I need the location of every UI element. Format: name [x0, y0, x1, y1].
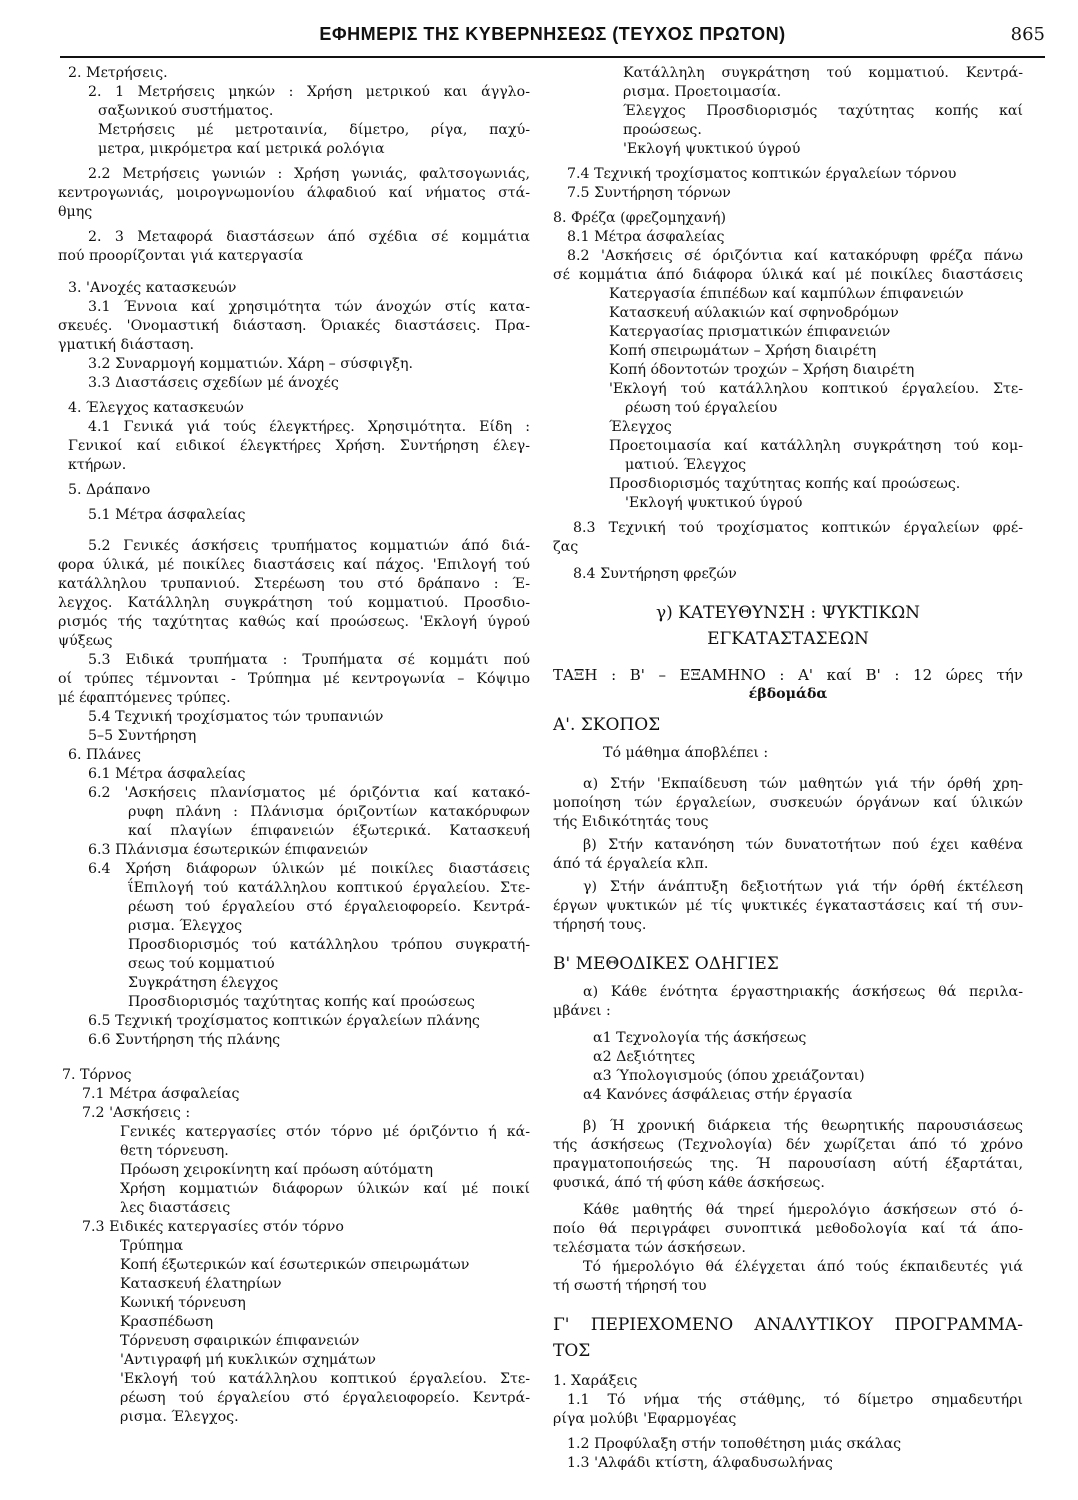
text-line: κτήρων. [68, 457, 127, 473]
text-line: τήρησή τους. [553, 917, 647, 933]
text-line: 5–5 Συντήρηση [88, 728, 197, 744]
text-line: Κοπή έξωτερικών καί έσωτερικών σπειρωμάτων [120, 1257, 470, 1273]
text-line: ψύξεως [58, 633, 113, 649]
text-line: 'Εκλογή τού κατάλληλου κοπτικού έργαλείου. Στε- [120, 1371, 530, 1387]
text-line: Κατάλληλη συγκράτηση τού κομματιού. Κεντρά- [623, 65, 1023, 81]
text-line: β) Ή χρονική διάρκεια τής θεωρητικής παρουσιάσεως [583, 1118, 1023, 1134]
text-line: 6.3 Πλάνισμα έσωτερικών έπιφανειών [88, 842, 368, 858]
text-line: Τρύπημα [120, 1238, 184, 1254]
text-line: 8. Φρέζα (φρεζομηχανή) [553, 210, 727, 226]
text-line: Έλεγχος [609, 419, 672, 435]
text-line: καί πλαγίων έπιφανειών έξωτερικά. Κατασκευή [128, 823, 530, 839]
page-number: 865 [1010, 24, 1045, 45]
text-line: πού προορίζονται γιά κατεργασία [58, 248, 304, 264]
text-line: ρέωση τού έργαλείου [625, 400, 778, 416]
text-line: α3 Ύπολογισμούς (όπου χρειάζονται) [593, 1068, 865, 1084]
text-line: 6. Πλάνες [68, 747, 141, 763]
text-line: ρισμα. Έλεγχος. [120, 1409, 239, 1425]
text-line: 2. 3 Μεταφορά διαστάσεων άπό σχέδια σέ κομμάτια [88, 229, 530, 245]
text-line: 7. Τόρνος [62, 1067, 132, 1083]
text-line: Προσδιορισμός ταχύτητας κοπής καί προώσεως. [609, 476, 961, 492]
text-line: 5.3 Ειδικά τρυπήματα : Τρυπήματα σέ κομμάτι πού [88, 652, 530, 668]
text-line: 3.3 Διαστάσεις σχεδίων μέ άνοχές [88, 375, 339, 391]
text-line: Κρασπέδωση [120, 1314, 214, 1330]
text-line: άπό τά έργαλεία κλπ. [553, 856, 709, 872]
page-header [60, 18, 1045, 58]
text-line: 5. Δράπανο [68, 482, 151, 498]
text-line: Κωνική τόρνευση [120, 1295, 246, 1311]
text-line: ματιού. Έλεγχος [625, 457, 747, 473]
text-line: 2. Μετρήσεις. [68, 65, 168, 81]
text-line: Κατεργασία έπιπέδων καί καμπύλων έπιφανειών [609, 286, 964, 302]
text-line: 3. 'Ανοχές κατασκευών [68, 280, 237, 296]
text-line: 'Αντιγραφή μή κυκλικών σχημάτων [120, 1352, 376, 1368]
text-line: 3.2 Συναρμογή κομματιών. Χάρη – σύσφιγξη. [88, 356, 414, 372]
text-line: 3.1 Έννοια καί χρησιμότητα τών άνοχών στίς κατα- [88, 299, 530, 315]
text-line: θμης [58, 204, 93, 220]
text-line: α) Κάθε ένότητα έργαστηριακής άσκήσεως θά περιλα- [583, 984, 1023, 1000]
text-line: γματική διάσταση. [58, 337, 195, 353]
text-line: θετη τόρνευση. [120, 1143, 229, 1159]
class-semester-line: ΤΑΞΗ : Β' – ΕΞΑΜΗΝΟ : Α' καί Β' : 12 ώρες τήν [553, 666, 1023, 684]
text-line: Κοπή όδοντοτών τροχών – Χρήση διαιρέτη [609, 362, 915, 378]
section-heading: ΕΓΚΑΤΑΣΤΑΣΕΩΝ [707, 629, 869, 649]
text-line: γ) Στήν άνάπτυξη δεξιοτήτων γιά τήν όρθή έκτέλεση [583, 879, 1023, 895]
text-line: οί τρύπες τέμνονται - Τρύπημα μέ κεντρογωνία – Κόψιμο [58, 671, 530, 687]
text-line: Κατεργασίας πρισματικών έπιφανειών [609, 324, 891, 340]
text-line: τής άσκήσεως (Τεχνολογία) δέν χωρίζεται άπό τό χρόνο [553, 1137, 1023, 1153]
text-line: 8.2 'Ασκήσεις σέ όριζόντια καί κατακόρυφη φρέζα πάνω [567, 248, 1023, 264]
text-line: ρίγα μολύβι 'Εφαρμογέας [553, 1411, 737, 1427]
text-line: Γενικοί καί ειδικοί έλεγκτήρες Χρήση. Συντήρηση έλεγ- [68, 438, 530, 454]
text-line: μβάνει : [553, 1003, 611, 1019]
text-line: 7.3 Ειδικές κατεργασίες στόν τόρνο [82, 1219, 344, 1235]
text-line: ΐΕπιλογή τού κατάλληλου κοπτικού έργαλείου. Στε- [128, 880, 530, 896]
text-line: Γενικές κατεργασίες στόν τόρνο μέ όριζόντιο ή κά- [120, 1124, 530, 1140]
text-line: 6.6 Συντήρηση τής πλάνης [88, 1032, 281, 1048]
text-line: μέ έφαπτόμενες τρύπες. [58, 690, 231, 706]
text-line: Συγκράτηση έλεγχος [128, 975, 279, 991]
left-column [58, 64, 530, 1427]
text-line: πραγματοποιήσεώς της. Ή παρουσίαση αύτή έξαρτάται, [553, 1156, 1023, 1172]
text-line: 7.1 Μέτρα άσφαλείας [82, 1086, 240, 1102]
section-heading: γ) ΚΑΤΕΥΘΥΝΣΗ : ΨΥΚΤΙΚΩΝ [655, 603, 921, 623]
text-line: 1.3 'Αλφάδι κτίστη, άλφαδυσωλήνας [567, 1455, 833, 1471]
text-line: Προσδιορισμός τού κατάλληλου τρόπου συγκρατή- [128, 937, 530, 953]
text-line: σεως τού κομματιού [128, 956, 275, 972]
text-line: α) Στήν 'Εκπαίδευση τών μαθητών γιά τήν όρθή χρη- [583, 776, 1023, 792]
text-line: λες διαστάσεις [120, 1200, 231, 1216]
text-line: 7.2 'Ασκήσεις : [82, 1105, 191, 1121]
text-line: σαξωνικού συστήματος. [98, 103, 274, 119]
text-line: 'Εκλογή ψυκτικού ύγρού [625, 495, 803, 511]
text-line: Προετοιμασία καί κατάλληλη συγκράτηση τού κομ- [609, 438, 1023, 454]
text-line: ρυφη πλάνη : Πλάνισμα όριζοντίων κατακόρυφων [128, 804, 530, 820]
text-line: 2.2 Μετρήσεις γωνιών : Χρήση γωνιάς, φαλτσογωνιάς, [88, 166, 530, 182]
text-line: ρέωση τού έργαλείου στό έργαλειοφορείο. Κεντρά- [120, 1390, 530, 1406]
text-line: 6.5 Τεχνική τροχίσματος κοπτικών έργαλείων πλάνης [88, 1013, 480, 1029]
section-heading: Α'. ΣΚΟΠΟΣ [553, 715, 661, 735]
text-line: 2. 1 Μετρήσεις μηκών : Χρήση μετρικού και άγγλο- [88, 84, 530, 100]
text-line: Τό ήμερολόγιο θά έλέγχεται άπό τούς έκπαιδευτές γιά [583, 1259, 1023, 1275]
text-line: μοποίηση τών έργαλείων, συσκευών όργάνων καί ύλικών [553, 795, 1023, 811]
text-line: 6.1 Μέτρα άσφαλείας [88, 766, 246, 782]
text-line: ζας [553, 539, 579, 555]
section-heading: ΤΟΣ [553, 1341, 591, 1361]
text-line: τή σωστή τήρησή του [553, 1278, 707, 1294]
text-line: 8.3 Τεχνική τού τροχίσματος κοπτικών έργαλείων φρέ- [573, 520, 1023, 536]
text-line: 'Εκλογή ψυκτικού ύγρού [623, 141, 801, 157]
section-heading: Γ' ΠΕΡΙΕΧΟΜΕΝΟ ΑΝΑΛΥΤΙΚΟΥ ΠΡΟΓΡΑΜΜΑ- [553, 1315, 1023, 1335]
text-line: 7.5 Συντήρηση τόρνων [567, 185, 731, 201]
text-line: Κάθε μαθητής θά τηρεί ήμερολόγιο άσκήσεων στό ό- [583, 1202, 1023, 1218]
text-line: 5.2 Γενικές άσκήσεις τρυπήματος κομματιών άπό διά- [88, 538, 530, 554]
section-heading: Β' ΜΕΘΟΔΙΚΕΣ ΟΔΗΓΙΕΣ [553, 954, 779, 974]
text-line: Πρόωση χειροκίνητη καί πρόωση αύτόματη [120, 1162, 434, 1178]
text-line: β) Στήν κατανόηση τών δυνατοτήτων πού έχει καθένα [583, 837, 1023, 853]
text-line: 'Εκλογή τού κατάλληλου κοπτικού έργαλείου. Στε- [609, 381, 1023, 397]
text-line: κεντρογωνιάς, μοιρογνωμονίου άλφαδιού καί νήματος στά- [58, 185, 530, 201]
text-line: 8.1 Μέτρα άσφαλείας [567, 229, 725, 245]
text-line: έβδομάδα [748, 686, 828, 702]
journal-title: ΕΦΗΜΕΡΙΣ ΤΗΣ ΚΥΒΕΡΝΗΣΕΩΣ (ΤΕΥΧΟΣ ΠΡΩΤΟΝ) [319, 24, 786, 44]
text-line: σκευές. 'Ονομαστική διάσταση. Όριακές διαστάσεις. Πρα- [58, 318, 530, 334]
text-line: ρισμός τής ταχύτητας καθώς καί προώσεως. 'Εκλογή ύγρού [58, 614, 530, 630]
text-line: 8.4 Συντήρηση φρεζών [573, 566, 737, 582]
text-line: ρισμα. Προετοιμασία. [623, 84, 782, 100]
text-line: ποίο θά περιγράφει συνοπτικά μεθοδολογία καί τά άπο- [553, 1221, 1023, 1237]
text-line: Μετρήσεις μέ μετροταινία, δίμετρο, ρίγα, παχύ- [98, 122, 530, 138]
text-line: μετρα, μικρόμετρα καί μετρικά ρολόγια [98, 141, 385, 157]
text-line: Τόρνευση σφαιρικών έπιφανειών [120, 1333, 360, 1349]
text-line: Κατασκευή αύλακιών καί σφηνοδρόμων [609, 305, 899, 321]
text-line: Χρήση κομματιών διάφορων ύλικών καί μέ ποικί [120, 1181, 530, 1197]
text-line: Έλεγχος Προσδιορισμός ταχύτητας κοπής καί [623, 103, 1023, 119]
text-line: Τό μάθημα άποβλέπει : [603, 745, 769, 761]
text-line: α1 Τεχνολογία τής άσκήσεως [593, 1030, 807, 1046]
right-column [553, 64, 1023, 1473]
text-line: ρέωση τού έργαλείου στό έργαλειοφορείο. Κεντρά- [128, 899, 530, 915]
text-line: 1. Χαράξεις [553, 1373, 638, 1389]
text-line: 5.4 Τεχνική τροχίσματος τών τρυπανιών [88, 709, 384, 725]
text-line: Κατασκευή έλατηρίων [120, 1276, 282, 1292]
text-line: 4.1 Γενικά γιά τούς έλεγκτήρες. Χρησιμότητα. Είδη : [88, 419, 530, 435]
text-line: Κοπή σπειρωμάτων – Χρήση διαιρέτη [609, 343, 877, 359]
text-line: φυσικά, άπό τή φύση κάθε άσκήσεως. [553, 1175, 825, 1191]
text-line: φορα ύλικά, μέ ποικίλες διαστάσεις καί πάχος. 'Επιλογή τού [58, 557, 530, 573]
text-line: α2 Δεξιότητες [593, 1049, 696, 1065]
text-line: 5.1 Μέτρα άσφαλείας [88, 507, 246, 523]
text-line: έργων ψυκτικών μέ τίς ψυκτικές έγκαταστάσεις καί τή συν- [553, 898, 1023, 914]
text-line: λεγχος. Κατάλληλη συγκράτηση τού κομματιού. Προσδιο- [58, 595, 530, 611]
text-line: τής Ειδικότητάς τους [553, 814, 709, 830]
text-line: 7.4 Τεχνική τροχίσματος κοπτικών έργαλείων τόρνου [567, 166, 957, 182]
text-line: 6.4 Χρήση διάφορων ύλικών μέ ποικίλες διαστάσεις [88, 861, 530, 877]
text-line: Προσδιορισμός ταχύτητας κοπής καί προώσεως [128, 994, 475, 1010]
text-line: ρισμα. Έλεγχος [128, 918, 243, 934]
text-line: κατάλληλου τρυπανιού. Στερέωση του στό δράπανο : Έ- [58, 576, 530, 592]
text-line: α4 Κανόνες άσφάλειας στήν έργασία [583, 1087, 853, 1103]
text-line: προώσεως. [623, 122, 702, 138]
text-line: 6.2 'Ασκήσεις πλανίσματος μέ όριζόντια καί κατακό- [88, 785, 530, 801]
text-line: 1.1 Τό νήμα τής στάθμης, τό δίμετρο σημαδευτήρι [567, 1392, 1023, 1408]
text-line: 1.2 Προφύλαξη στήν τοποθέτηση μιάς σκάλας [567, 1436, 902, 1452]
text-line: τελέσματα τών άσκήσεων. [553, 1240, 746, 1256]
text-line: σέ κομμάτια άπό διάφορα ύλικά καί μέ ποικίλες διαστάσεις [553, 267, 1023, 283]
text-line: 4. Έλεγχος κατασκευών [68, 400, 244, 416]
